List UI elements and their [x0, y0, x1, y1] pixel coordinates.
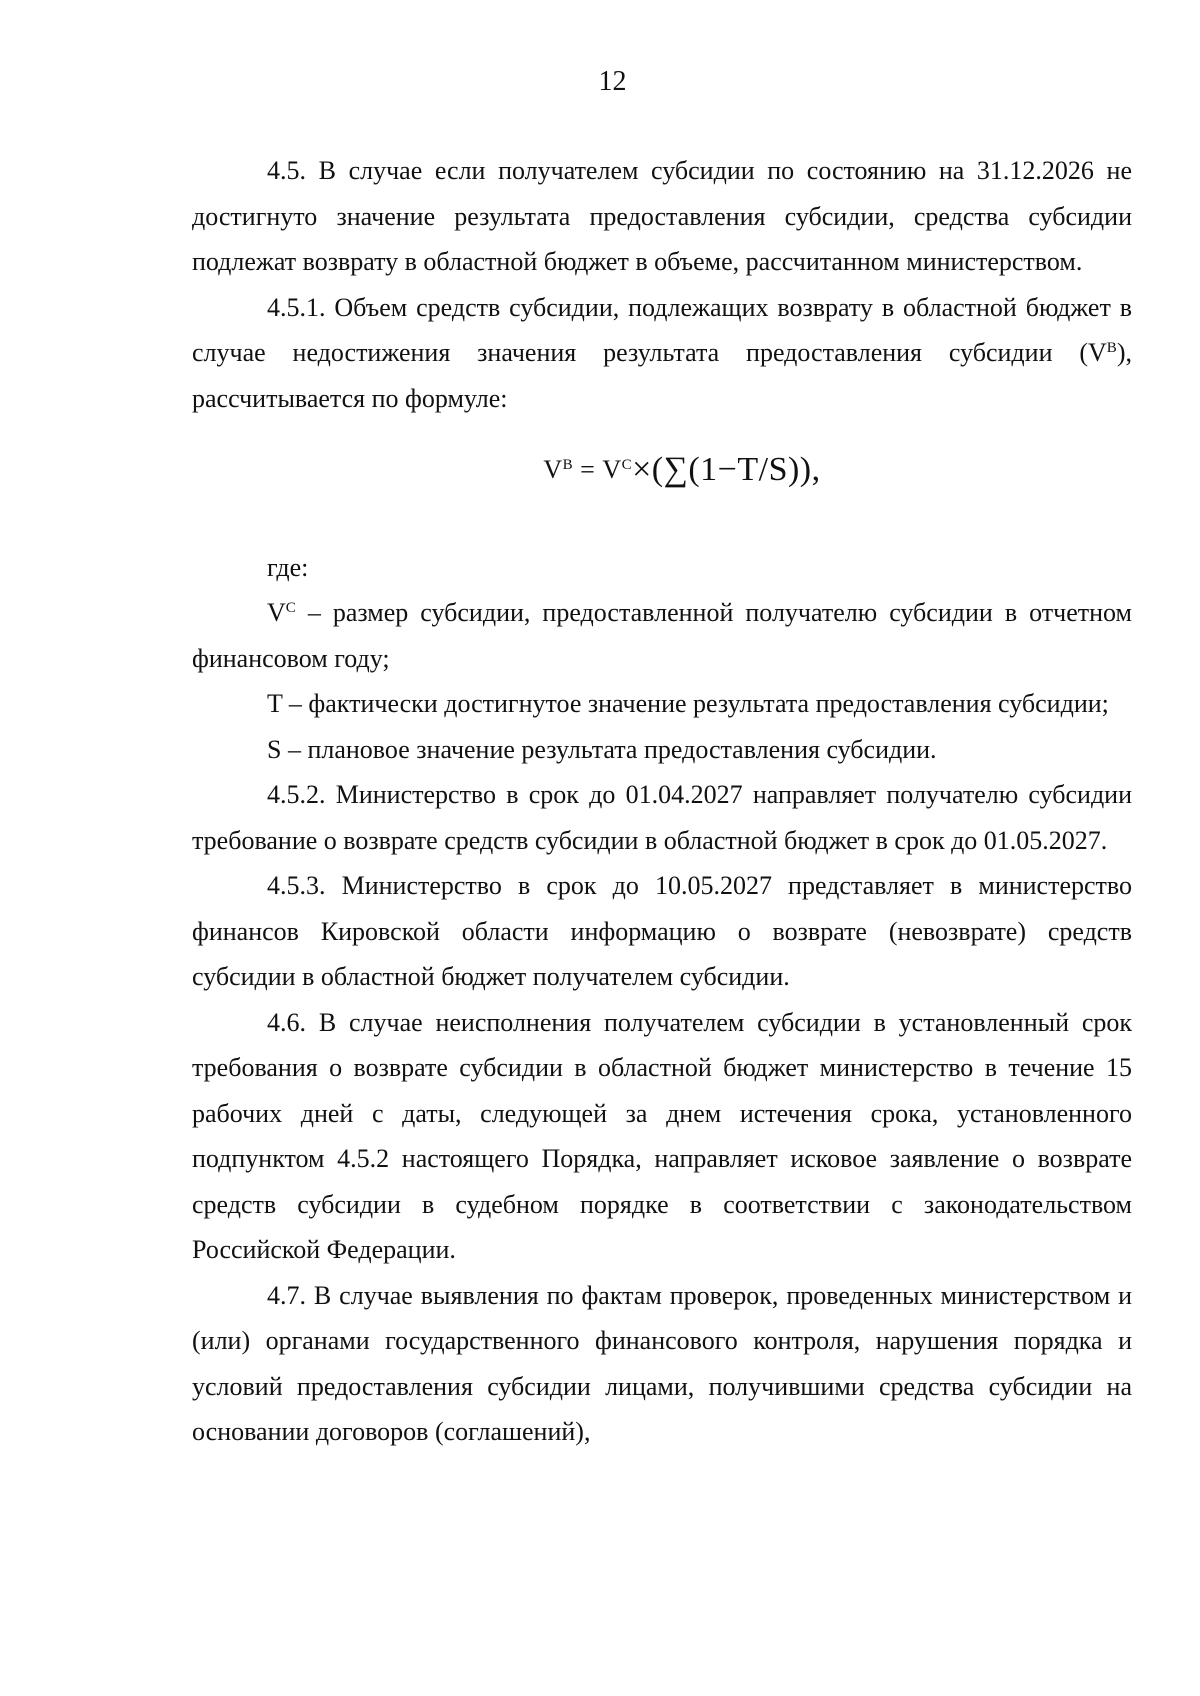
formula-equals: = V — [573, 455, 622, 484]
definition-vc-superscript: С — [285, 600, 296, 616]
formula-lhs-superscript: В — [562, 457, 574, 473]
paragraph-4-7: 4.7. В случае выявления по фактам проверок, проведенных министерством и (или) органами государственного финансового контроля, нарушения порядка и условий предоставления субсидии лицами, получившими средства субсидии на основании договоров (соглашений), — [192, 1280, 1132, 1446]
formula — [192, 447, 1132, 493]
definition-vc — [192, 590, 1132, 681]
paragraph-4-5: 4.5. В случае если получателем субсидии по состоянию на 31.12.2026 не достигнуто значение результата предоставления субсидии, средства субсидии подлежат возврату в областной бюджет в объеме, рассчитанном министерством. — [192, 156, 1132, 276]
formula-rest: ×(∑(1−T/S)), — [632, 451, 821, 488]
page-number: 12 — [598, 66, 627, 97]
paragraph-4-5-2: 4.5.2. Министерство в срок до 01.04.2027 направляет получателю субсидии требование о возврате средств субсидии в областной бюджет в срок до 01.05.2027. — [192, 780, 1132, 855]
paragraph-4-5-3: 4.5.3. Министерство в срок до 10.05.2027 представляет в министерство финансов Кировской области информацию о возврате (невозврате) средств субсидии в областной бюджет получателем субсидии. — [192, 871, 1132, 991]
formula-lhs: V — [543, 455, 563, 484]
formula-vc-superscript: С — [621, 457, 633, 473]
definition-t: T – фактически достигнутое значение результата предоставления субсидии; — [267, 689, 1109, 718]
definition-vc-text: – размер субсидии, предоставленной получателю субсидии в отчетном финансовом году; — [192, 598, 1132, 673]
paragraph-4-6: 4.6. В случае неисполнения получателем субсидии в установленный срок требования о возврате субсидии в областной бюджет министерство в течение 15 рабочих дней с даты, следующей за днем истечения срока, установленного подпунктом 4.5.2 настоящего Порядка, направляет исковое заявление о возврате средств субсидии в судебном порядке в соответствии с законодательством Российской Федерации. — [192, 1007, 1132, 1264]
paragraph-4-5-1-text: 4.5.1. Объем средств субсидии, подлежащих возврату в областной бюджет в случае недостижения значения результата предоставления субсидии — [192, 292, 1132, 367]
symbol-v: V — [1088, 338, 1107, 367]
where-label: где: — [267, 552, 309, 582]
document-body — [192, 148, 1132, 1455]
symbol-v-superscript: В — [1106, 340, 1117, 356]
definition-vc-symbol: V — [267, 598, 286, 627]
paragraph-4-5-1: 4.5.1. Объем средств субсидии, подлежащих возврату в областной бюджет в случае недостижения значения результата предоставления субсидии $(V^В)$, рассчитывается по формуле: — [192, 292, 1132, 413]
definition-s: S – плановое значение результата предоставления субсидии. — [267, 734, 937, 764]
paragraph-4-5-1-tail: , рассчитывается по формуле: — [192, 338, 1132, 413]
